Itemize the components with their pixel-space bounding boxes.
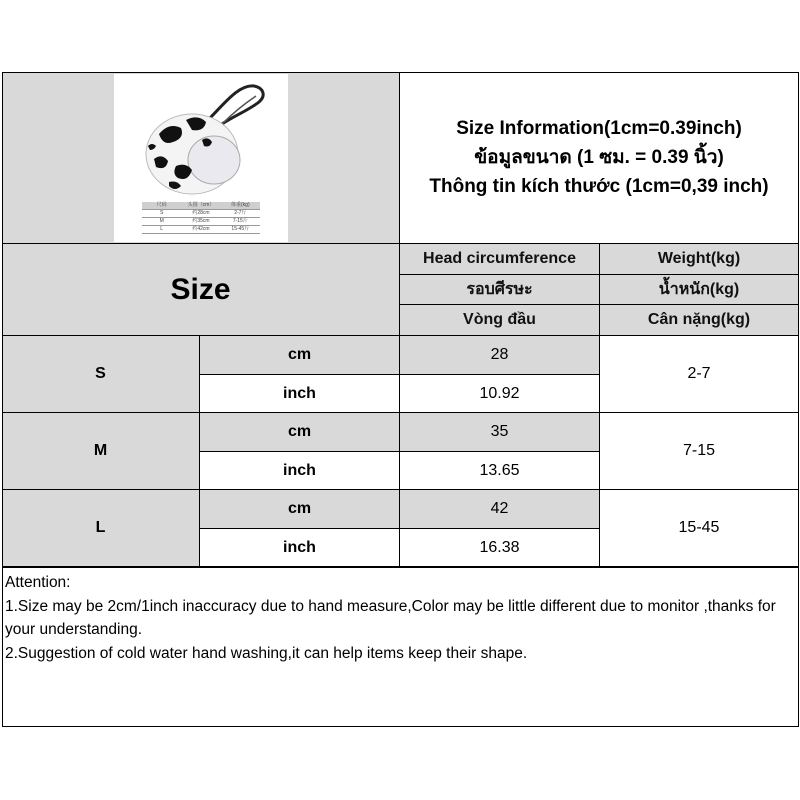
size-l-label: L <box>2 490 200 567</box>
size-m-label: M <box>2 413 200 490</box>
unit-inch-label: inch <box>200 529 400 567</box>
size-l-head-cm: 42 <box>400 490 600 529</box>
unit-inch-label: inch <box>200 452 400 490</box>
size-l-weight: 15-45 <box>600 490 799 567</box>
size-s-label: S <box>2 336 200 413</box>
weight-header-en: Weight(kg) <box>600 244 799 275</box>
mini-cell: S <box>159 210 164 216</box>
size-l-head-inch: 16.38 <box>400 529 600 567</box>
size-m-head-cm: 35 <box>400 413 600 452</box>
size-s-weight: 2-7 <box>600 336 799 413</box>
weight-header-th: น้ำหนัก(kg) <box>600 275 799 305</box>
mini-cell: M <box>159 218 164 224</box>
head-circumference-header-vi: Vòng đầu <box>400 305 600 336</box>
attention-title: Attention: <box>5 574 71 591</box>
unit-cm-label: cm <box>200 413 400 452</box>
mini-cell: L <box>160 226 164 232</box>
mini-cell: 2-7斤 <box>234 210 247 216</box>
head-circumference-header-th: รอบศีรษะ <box>400 275 600 305</box>
mini-cell: 尺码 <box>156 202 167 208</box>
mini-cell: 7-15斤 <box>232 218 248 224</box>
head-circumference-header-en: Head circumference <box>400 244 600 275</box>
mini-cell: 约28cm <box>192 210 210 216</box>
table-border <box>2 72 799 727</box>
size-info-english: Size Information(1cm=0.39inch) <box>456 118 742 139</box>
unit-cm-label: cm <box>200 336 400 375</box>
attention-line-1: 1.Size may be 2cm/1inch inaccuracy due to hand measure,Color may be little different due to monitor ,thanks for your understanding. <box>5 597 776 638</box>
size-m-head-inch: 13.65 <box>400 452 600 490</box>
weight-header-vi: Cân nặng(kg) <box>600 305 799 336</box>
size-chart <box>2 72 799 727</box>
size-s-head-inch: 10.92 <box>400 375 600 413</box>
size-header-label: Size <box>170 272 231 306</box>
unit-inch-label: inch <box>200 375 400 413</box>
size-info-thai: ข้อมูลขนาด (1 ซม. = 0.39 นิ้ว) <box>474 147 724 168</box>
size-info-vietnamese: Thông tin kích thước (1cm=0,39 inch) <box>429 176 769 197</box>
attention-line-2: 2.Suggestion of cold water hand washing,it can help items keep their shape. <box>5 644 528 662</box>
mini-cell: 15-45斤 <box>231 226 250 232</box>
mini-cell: 头围（cm） <box>187 202 215 208</box>
mini-cell: 约35cm <box>192 218 210 224</box>
size-s-head-cm: 28 <box>400 336 600 375</box>
mini-cell: 体重(kg) <box>231 202 250 208</box>
unit-cm-label: cm <box>200 490 400 529</box>
mini-cell: 约42cm <box>192 226 210 232</box>
size-m-weight: 7-15 <box>600 413 799 490</box>
